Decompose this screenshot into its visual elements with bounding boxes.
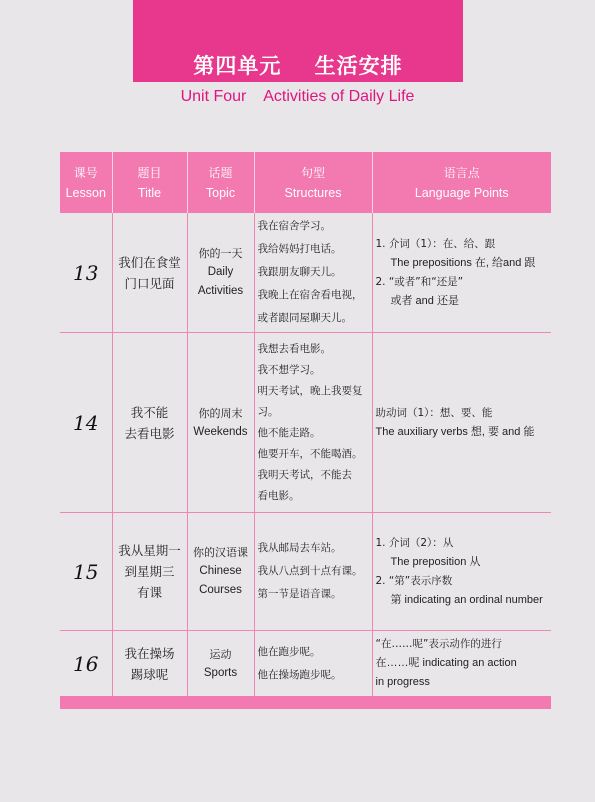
lesson-title: 我从星期一 到星期三 有课	[112, 513, 187, 631]
lesson-title: 我在操场 踢球呢	[112, 631, 187, 697]
col-lesson: 课号 Lesson	[60, 152, 112, 213]
lesson-structures: 我在宿舍学习。 我给妈妈打电话。 我跟朋友聊天儿。 我晚上在宿舍看电视， 或者跟同屋聊天儿。	[254, 213, 372, 333]
lesson-title: 我们在食堂 门口见面	[112, 213, 187, 333]
unit-title-en: Unit Four Activities of Daily Life	[180, 88, 415, 105]
lesson-number: 15	[60, 513, 112, 631]
col-topic: 话题 Topic	[187, 152, 254, 213]
table-row	[60, 513, 551, 631]
lesson-language-points: 1. 介词（2）：从 The preposition 从 2. “第”表示序数 第 indicating an ordinal number	[372, 513, 551, 631]
lesson-structures: 我想去看电影。 我不想学习。 明天考试，晚上我要复 习。 他不能走路。 他要开车，不能喝酒。 我明天考试，不能去 看电影。	[254, 333, 372, 513]
lesson-topic: 运动 Sports	[187, 631, 254, 697]
lesson-structures: 他在跑步呢。 他在操场跑步呢。	[254, 631, 372, 697]
table-footer-bar	[60, 696, 551, 709]
lesson-title: 我不能 去看电影	[112, 333, 187, 513]
lesson-number: 16	[60, 631, 112, 697]
lesson-topic: 你的周末 Weekends	[187, 333, 254, 513]
lesson-language-points: 1. 介词（1）：在、给、跟 The prepositions 在, 给and 跟 2. “或者”和“还是” 或者 and 还是	[375, 237, 536, 307]
lesson-number: 13	[60, 213, 112, 333]
unit-title-cn: 第四单元 生活安排	[193, 54, 403, 78]
col-structures: 句型 Structures	[254, 152, 372, 213]
lesson-language-points: 助动词（1）：想、要、能 The auxiliary verbs 想, 要 and 能	[372, 333, 551, 513]
lesson-number: 14	[60, 333, 112, 513]
lesson-language-points: “在……呢”表示动作的进行 在……呢 indicating an action in progress	[372, 631, 551, 697]
table-row	[60, 631, 551, 697]
contents-table	[60, 152, 551, 697]
lesson-structures: 我从邮局去车站。 我从八点到十点有课。 第一节是语音课。	[254, 513, 372, 631]
lesson-topic: 你的汉语课 Chinese Courses	[187, 513, 254, 631]
table-row	[60, 213, 551, 333]
table-row	[60, 333, 551, 513]
lesson-topic: 你的一天 Daily Activities	[187, 213, 254, 333]
col-language-points: 语言点 Language Points	[372, 152, 551, 213]
table-header-row	[60, 152, 551, 213]
col-title: 题目 Title	[112, 152, 187, 213]
